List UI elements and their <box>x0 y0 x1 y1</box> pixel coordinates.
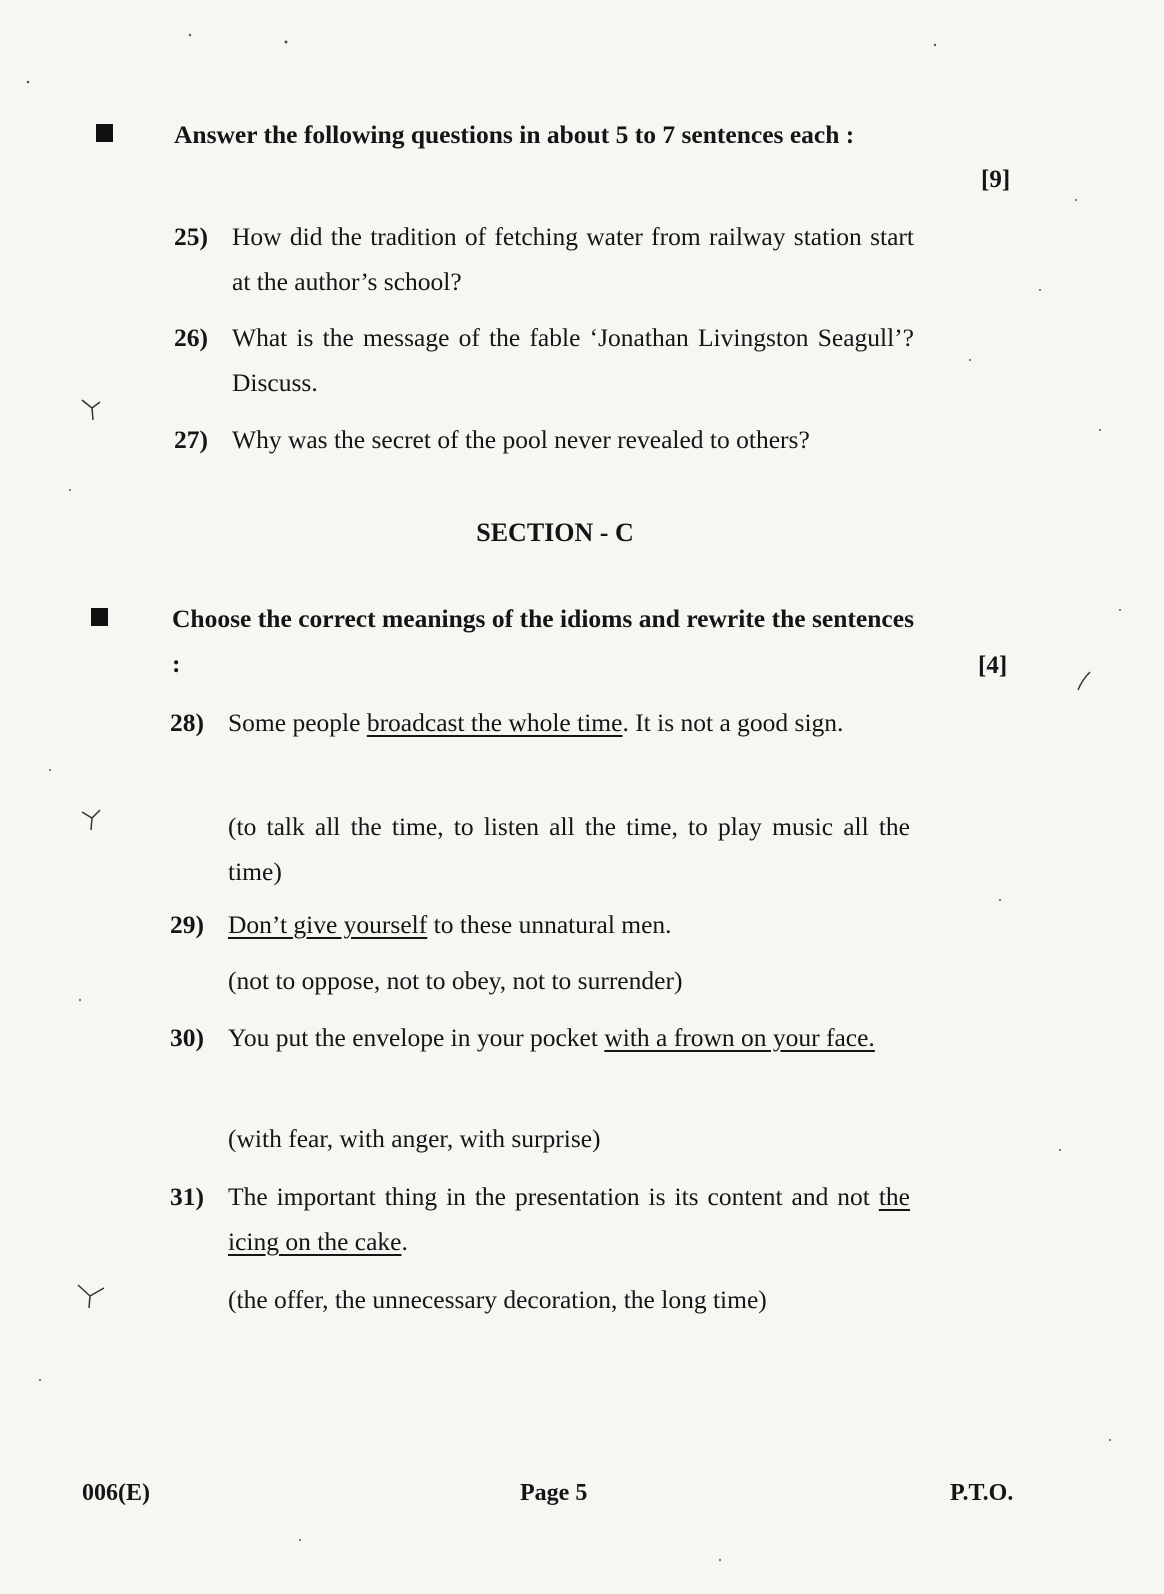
idiom-options: (with fear, with anger, with surprise) <box>228 1124 601 1153</box>
idiom-options: (to talk all the time, to listen all the time, to play music all the time) <box>228 812 910 886</box>
question-text-after: . It is not a good sign. <box>622 708 844 737</box>
question-number: 28) <box>170 708 204 737</box>
question-text <box>228 1174 910 1264</box>
question-number: 27) <box>174 425 208 454</box>
idiom-options: (the offer, the unnecessary decoration, the long time) <box>228 1285 767 1314</box>
section-b-marks: [9] <box>981 166 1011 193</box>
question-26 <box>174 315 914 405</box>
please-turn-over: P.T.O. <box>950 1480 1014 1506</box>
idiom-options: (not to oppose, not to obey, not to surrender) <box>228 966 683 995</box>
question-number: 29) <box>170 910 204 939</box>
question-27 <box>174 417 914 462</box>
bullet-marker <box>91 608 108 626</box>
question-29 <box>170 902 910 947</box>
bullet-marker <box>96 124 113 142</box>
idiom-underlined: broadcast the whole time <box>366 708 623 737</box>
section-c-instruction: Choose the correct meanings of the idioms and rewrite the sentences : <box>172 604 914 678</box>
question-number: 25) <box>174 222 208 251</box>
question-text <box>228 700 910 745</box>
question-text-before: You put the envelope in your pocket <box>228 1023 605 1052</box>
question-text: Why was the secret of the pool never revealed to others? <box>232 425 810 454</box>
question-number: 30) <box>170 1023 204 1052</box>
question-number: 26) <box>174 323 208 352</box>
section-c-marks: [4] <box>978 652 1008 679</box>
section-c-heading: SECTION - C <box>476 518 634 547</box>
question-text-after: . <box>401 1227 408 1256</box>
question-text-before: The important thing in the presentation is its content and not <box>228 1182 879 1211</box>
question-text <box>228 902 910 947</box>
question-text <box>228 1015 910 1060</box>
idiom-underlined: with a frown on your face. <box>604 1023 875 1052</box>
question-text: What is the message of the fable ‘Jonathan Livingston Seagull’? Discuss. <box>232 323 914 397</box>
paper-code: 006(E) <box>82 1480 150 1506</box>
section-b-instruction: Answer the following questions in about 5 to 7 sentences each : <box>174 120 855 149</box>
page-number: Page 5 <box>520 1480 588 1506</box>
question-28 <box>170 700 910 745</box>
question-25 <box>174 214 914 304</box>
idiom-underlined: Don’t give yourself <box>228 910 428 939</box>
question-text: How did the tradition of fetching water from railway station start at the author’s school? <box>232 222 914 296</box>
question-31 <box>170 1174 910 1264</box>
question-text-after: to these unnatural men. <box>427 910 672 939</box>
question-30 <box>170 1015 910 1060</box>
question-number: 31) <box>170 1182 204 1211</box>
idiom-underlined: the icing on the cake <box>228 1182 910 1256</box>
question-text-before: Some people <box>228 708 367 737</box>
